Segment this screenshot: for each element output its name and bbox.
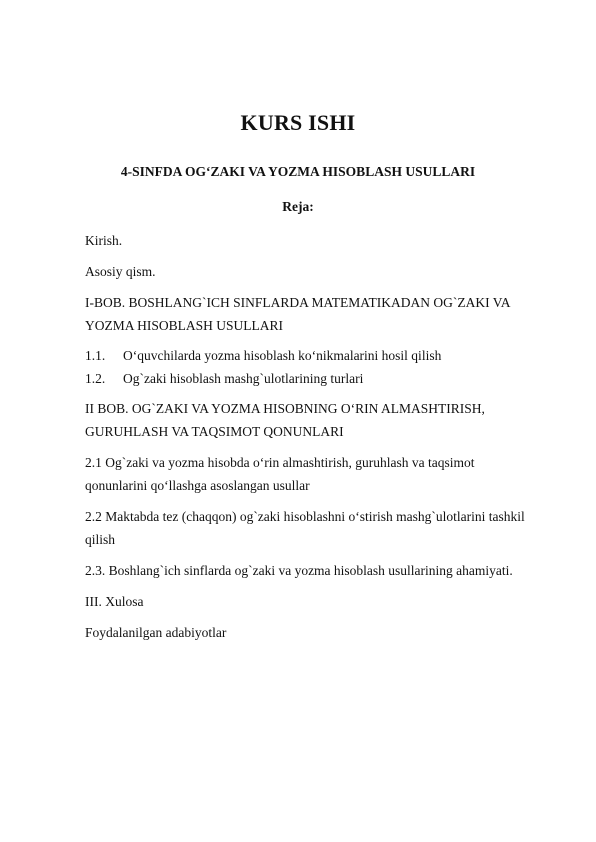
plan-item-2-3: 2.3. Boshlang`ich sinflarda og`zaki va yozma hisoblash usullarining ahamiyati.	[85, 563, 513, 578]
plan-item-text: Og`zaki hisoblash mashg`ulotlarining turlari	[123, 371, 364, 386]
plan-item-1-1	[85, 346, 535, 366]
plan-item-2-1-line1: 2.1 Og`zaki va yozma hisobda o‘rin almashtirish, guruhlash va taqsimot	[85, 455, 475, 470]
plan-item-1-2	[85, 369, 535, 389]
document-title: KURS ISHI	[240, 110, 356, 135]
plan-item-conclusion: III. Xulosa	[85, 594, 144, 609]
plan-chapter2-line2: GURUHLASH VA TAQSIMOT QONUNLARI	[85, 424, 344, 439]
plan-item-2-2-line2: qilish	[85, 532, 116, 547]
plan-chapter1-line2: YOZMA HISOBLASH USULLARI	[85, 318, 284, 333]
document-subtitle: 4-SINFDA OG‘ZAKI VA YOZMA HISOBLASH USULLARI	[120, 164, 476, 179]
plan-chapter2-line1: II BOB. OG`ZAKI VA YOZMA HISOBNING O‘RIN ALMASHTIRISH,	[85, 401, 485, 416]
plan-item-2-2-line1: 2.2 Maktabda tez (chaqqon) og`zaki hisoblashni o‘stirish mashg`ulotlarini tashkil	[85, 509, 525, 524]
plan-item-references: Foydalanilgan adabiyotlar	[85, 625, 227, 640]
plan-item-main-part: Asosiy qism.	[85, 264, 156, 279]
plan-item-2-1-line2: qonunlarini qo‘llashga asoslangan usullar	[85, 478, 310, 493]
plan-item-number: 1.2.	[85, 371, 106, 386]
plan-chapter1-line1: I-BOB. BOSHLANG`ICH SINFLARDA MATEMATIKADAN OG`ZAKI VA	[85, 295, 511, 310]
plan-item-intro: Kirish.	[85, 233, 123, 248]
plan-item-text: O‘quvchilarda yozma hisoblash ko‘nikmalarini hosil qilish	[123, 348, 442, 363]
plan-heading: Reja:	[282, 199, 314, 214]
plan-item-number: 1.1.	[85, 348, 106, 363]
